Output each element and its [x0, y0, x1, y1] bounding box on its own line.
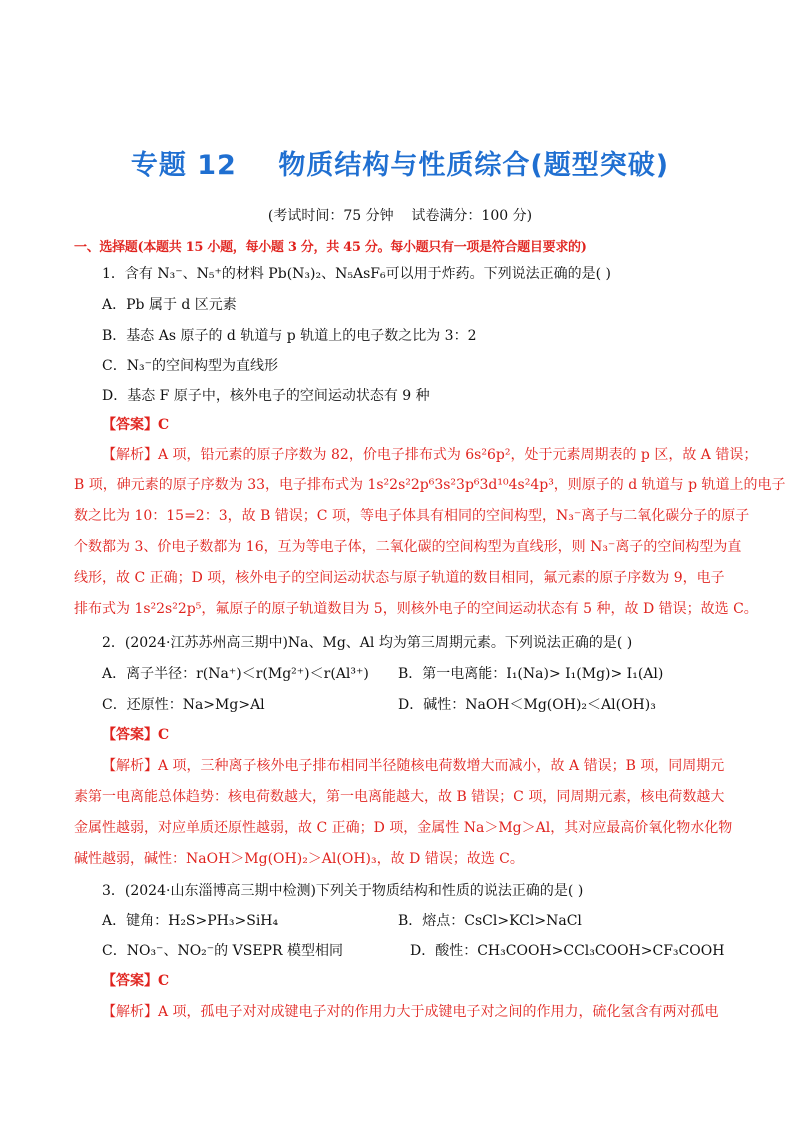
q1-option-b: B．基态 As 原子的 d 轨道与 p 轨道上的电子数之比为 3：2 [102, 328, 477, 344]
q2-analysis-line: 【解析】A 项，三种离子核外电子排布相同半径随核电荷数增大而减小，故 A 错误；B 项，同周期元 [102, 758, 725, 774]
q1-option-a: A．Pb 属于 d 区元素 [102, 297, 237, 313]
q1-analysis-line: 排布式为 1s²2s²2p⁵，氟原子的原子轨道数目为 5，则核外电子的空间运动状态有 5 种，故 D 错误；故选 C。 [74, 601, 758, 617]
q1-answer: 【答案】C [102, 417, 170, 433]
q1-option-d: D．基态 F 原子中，核外电子的空间运动状态有 9 种 [102, 388, 430, 404]
q3-option-d: D．酸性：CH₃COOH>CCl₃COOH>CF₃COOH [410, 943, 725, 959]
q1-analysis-line: 线形，故 C 正确；D 项，核外电子的空间运动状态与原子轨道的数目相同，氟元素的原子序数为 9，电子 [74, 570, 725, 586]
q2-option-d: D．碱性：NaOH＜Mg(OH)₂＜Al(OH)₃ [398, 697, 656, 713]
q1-analysis-line: 【解析】A 项，铅元素的原子序数为 82，价电子排布式为 6s²6p²，处于元素周期表的 p 区，故 A 错误； [102, 447, 758, 463]
q2-option-b: B．第一电离能：I₁(Na)> I₁(Mg)> I₁(Al) [398, 666, 664, 682]
q2-answer: 【答案】C [102, 727, 170, 743]
q3-option-a: A．键角：H₂S>PH₃>SiH₄ [102, 913, 279, 929]
q1-stem: 1．含有 N₃⁻、N₅⁺的材料 Pb(N₃)₂、N₅AsF₆可以用于炸药。下列说法正确的是( ) [102, 266, 611, 282]
section-heading: 一、选择题(本题共 15 小题，每小题 3 分，共 45 分。每小题只有一项是符合题目要求的) [74, 240, 587, 255]
q2-analysis-line: 金属性越弱，对应单质还原性越弱，故 C 正确；D 项，金属性 Na＞Mg＞Al，其对应最高价氧化物水化物 [74, 820, 733, 836]
q2-analysis-line: 素第一电离能总体趋势：核电荷数越大，第一电离能越大，故 B 错误；C 项，同周期元素，核电荷数越大 [74, 789, 725, 805]
q1-analysis-line: 数之比为 10：15=2：3，故 B 错误；C 项，等电子体具有相同的空间构型，N₃⁻离子与二氧化碳分子的原子 [74, 508, 750, 524]
q2-option-c: C．还原性：Na>Mg>Al [102, 697, 265, 713]
q3-option-b: B．熔点：CsCl>KCl>NaCl [398, 913, 582, 929]
q1-analysis-line: B 项，砷元素的原子序数为 33，电子排布式为 1s²2s²2p⁶3s²3p⁶3d¹⁰4s²4p³，则原子的 d 轨道与 p 轨道上的电子 [74, 477, 786, 493]
q2-analysis-line: 碱性越弱，碱性：NaOH＞Mg(OH)₂＞Al(OH)₃，故 D 错误；故选 C。 [74, 851, 524, 867]
page-title: 专题 12 物质结构与性质综合(题型突破) [130, 150, 670, 181]
q1-option-c: C．N₃⁻的空间构型为直线形 [102, 358, 278, 374]
exam-info: (考试时间：75 分钟 试卷满分：100 分) [267, 208, 533, 224]
q3-answer: 【答案】C [102, 973, 170, 989]
q2-option-a: A．离子半径：r(Na⁺)＜r(Mg²⁺)＜r(Al³⁺) [102, 666, 369, 682]
q1-analysis-line: 个数都为 3、价电子数都为 16，互为等电子体，二氧化碳的空间构型为直线形，则 N₃⁻离子的空间构型为直 [74, 539, 742, 555]
q3-stem: 3．(2024·山东淄博高三期中检测)下列关于物质结构和性质的说法正确的是( ) [102, 883, 584, 899]
q3-option-c: C．NO₃⁻、NO₂⁻的 VSEPR 模型相同 [102, 943, 343, 959]
q3-analysis-line: 【解析】A 项，孤电子对对成键电子对的作用力大于成键电子对之间的作用力，硫化氢含有两对孤电 [102, 1004, 719, 1020]
q2-stem: 2．(2024·江苏苏州高三期中)Na、Mg、Al 均为第三周期元素。下列说法正确的是( ) [102, 635, 633, 651]
